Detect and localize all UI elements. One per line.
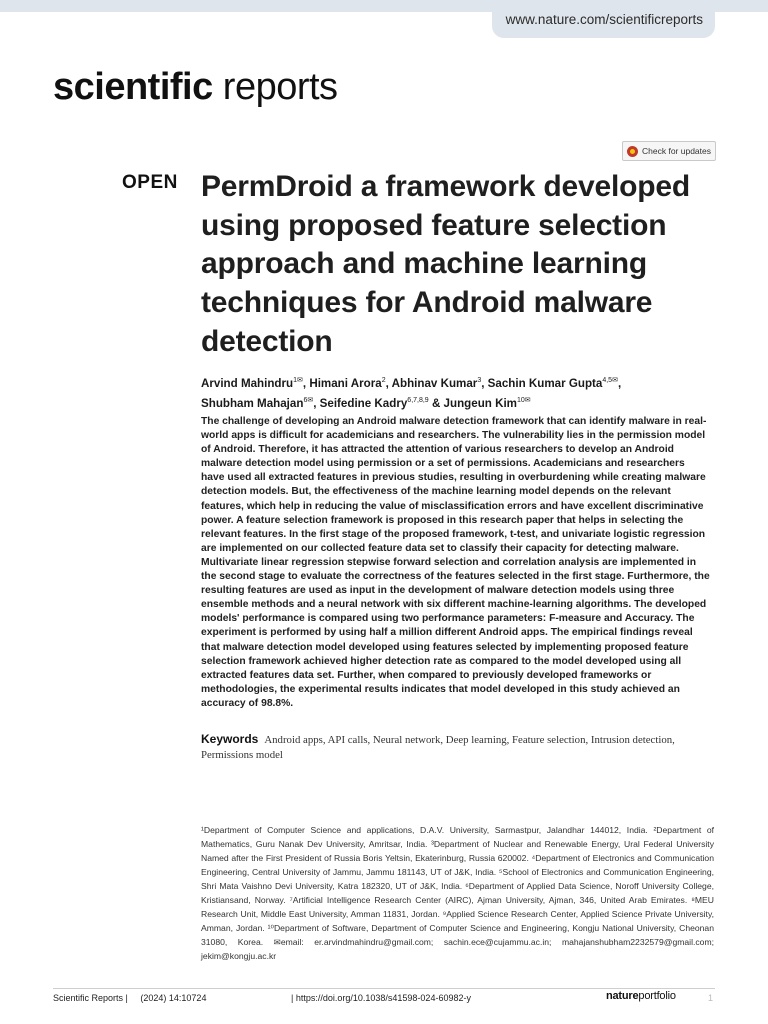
page-number: 1	[708, 993, 714, 1003]
journal-logo	[53, 63, 338, 111]
footer-journal: Scientific Reports |	[53, 993, 128, 1003]
author-name: Himani Arora	[309, 376, 382, 390]
brand-bold: nature	[606, 990, 639, 1002]
author-affiliation-marker: 4,5✉	[602, 377, 618, 384]
crossmark-icon	[627, 146, 638, 157]
author-name: Seifedine Kadry	[319, 396, 408, 410]
open-access-label: OPEN	[122, 172, 178, 193]
footer-doi[interactable]: | https://doi.org/10.1038/s41598-024-60982-y	[291, 993, 471, 1003]
author[interactable]	[320, 397, 444, 410]
author[interactable]	[488, 377, 622, 390]
author-affiliation-marker: 10✉	[516, 396, 531, 404]
author-separator: ,	[313, 396, 320, 410]
author-affiliation-marker: 1✉	[293, 377, 303, 384]
article-title: PermDroid a framework developed using proposed feature selection approach and machine learning techniques for Android malware detection	[201, 170, 690, 358]
author-affiliation-marker: 6✉	[303, 396, 314, 404]
author[interactable]	[392, 377, 488, 390]
author-affiliation-marker: 3	[477, 377, 482, 384]
author-separator: ,	[481, 376, 488, 390]
author-name: Sachin Kumar Gupta	[487, 376, 603, 390]
abstract: The challenge of developing an Android malware detection framework that can identify malware in real-world apps is difficult for academicians and researchers. The vulnerability lies in the permission model of Android. Therefore, it has attracted the attention of various researchers to develop an Android malware detection model using permission or a set of permissions. Academicians and researchers have used all extracted features in previous studies, resulting in overburdening while creating malware detection models. But, the effectiveness of the machine learning model depends on the relevant features, which help in reducing the value of misclassification errors and have excellent discriminative power. A feature selection framework is proposed in this research paper that helps in selecting the relevant features. In the first stage of the proposed framework, t-test, and univariate logistic regression are implemented on our collected feature data set to classify their capacity for detecting malware. Multivariate linear regression stepwise forward selection and correlation analysis are implemented in the second stage to evaluate the correctness of the features selected in the first stage. Furthermore, the resulting features are used as input in the development of malware detection models using three ensemble methods and a neural network with six different machine-learning algorithms. The developed models' performance is compared using two performance parameters: F-measure and Accuracy. The experiment is performed by using half a million different Android apps. The empirical findings reveal that malware detection model developed using features selected by implementing proposed feature selection framework achieved higher detection rate as compared to the model developed using all extracted features data set. Further, when compared to previously developed frameworks or methodologies, the experimental results indicates that model developed in this study achieved an accuracy of 98.8%.	[201, 416, 710, 709]
keywords	[201, 732, 711, 763]
check-for-updates-label: Check for updates	[642, 146, 711, 156]
author-separator: ,	[302, 376, 310, 390]
author-separator: &	[428, 396, 444, 410]
author-separator: ,	[385, 376, 392, 390]
author-name: Arvind Mahindru	[201, 376, 294, 390]
author-separator: ,	[617, 376, 622, 390]
author-name: Abhinav Kumar	[391, 376, 478, 390]
brand-light: portfolio	[638, 990, 676, 1002]
affiliations: ¹Department of Computer Science and applications, D.A.V. University, Sarmastpur, Jalandhar 144012, India. ²Department of Mathematics, Guru Nanak Dev University, Amritsar, India. ³Department of Nuclear and Renewable Energy, Ural Federal University Named after the First President of Russia Boris Yeltsin, Ekaterinburg, Russia 620002. ⁴Department of Electronics and Communication Engineering, Central University of Jammu, Jammu 181143, UT of J&K, India. ⁵School of Electronics and Communication Engineering, Shri Mata Vaishno Devi University, Katra 182320, UT of J&K, India. ⁶Department of Applied Data Science, Noroff University College, Kristiansand, Norway. ⁷Artificial Intelligence Research Center (AIRC), Ajman University, Ajman, 346, United Arab Emirates. ⁸MEU Research Unit, Middle East University, Amman 11831, Jordan. ⁹Applied Science Research Center, Applied Science Private University, Amman, Jordan. ¹⁰Department of Software, Department of Computer Science and Engineering, Kongju National University, Cheonan 31080, Korea. ✉email: er.arvindmahindru@gmail.com; sachin.ece@cujammu.ac.in; mahajanshubham2232579@gmail.com; jekim@kongju.ac.kr	[201, 825, 714, 962]
author[interactable]	[309, 377, 391, 390]
keywords-text: Android apps, API calls, Neural network, Deep learning, Feature selection, Intrusion detection, Permissions model	[201, 734, 675, 761]
author[interactable]	[201, 377, 309, 390]
author-name: Jungeun Kim	[443, 396, 517, 410]
check-for-updates-button[interactable]	[622, 141, 716, 161]
author[interactable]	[201, 397, 320, 410]
author-list	[201, 372, 721, 412]
keywords-label: Keywords	[201, 732, 259, 746]
author-name: Shubham Mahajan	[201, 396, 304, 410]
footer-citation	[53, 993, 206, 1003]
author-affiliation-marker: 6,7,8,9	[407, 396, 429, 404]
author[interactable]	[444, 397, 531, 410]
journal-url[interactable]: www.nature.com/scientificreports	[492, 0, 715, 38]
footer-divider	[53, 988, 715, 989]
journal-logo-bold: scientific	[53, 66, 213, 108]
journal-logo-light: reports	[212, 66, 338, 108]
footer-volume: (2024) 14:10724	[140, 993, 207, 1003]
nature-portfolio-logo	[606, 990, 676, 1002]
author-affiliation-marker: 2	[381, 377, 386, 384]
